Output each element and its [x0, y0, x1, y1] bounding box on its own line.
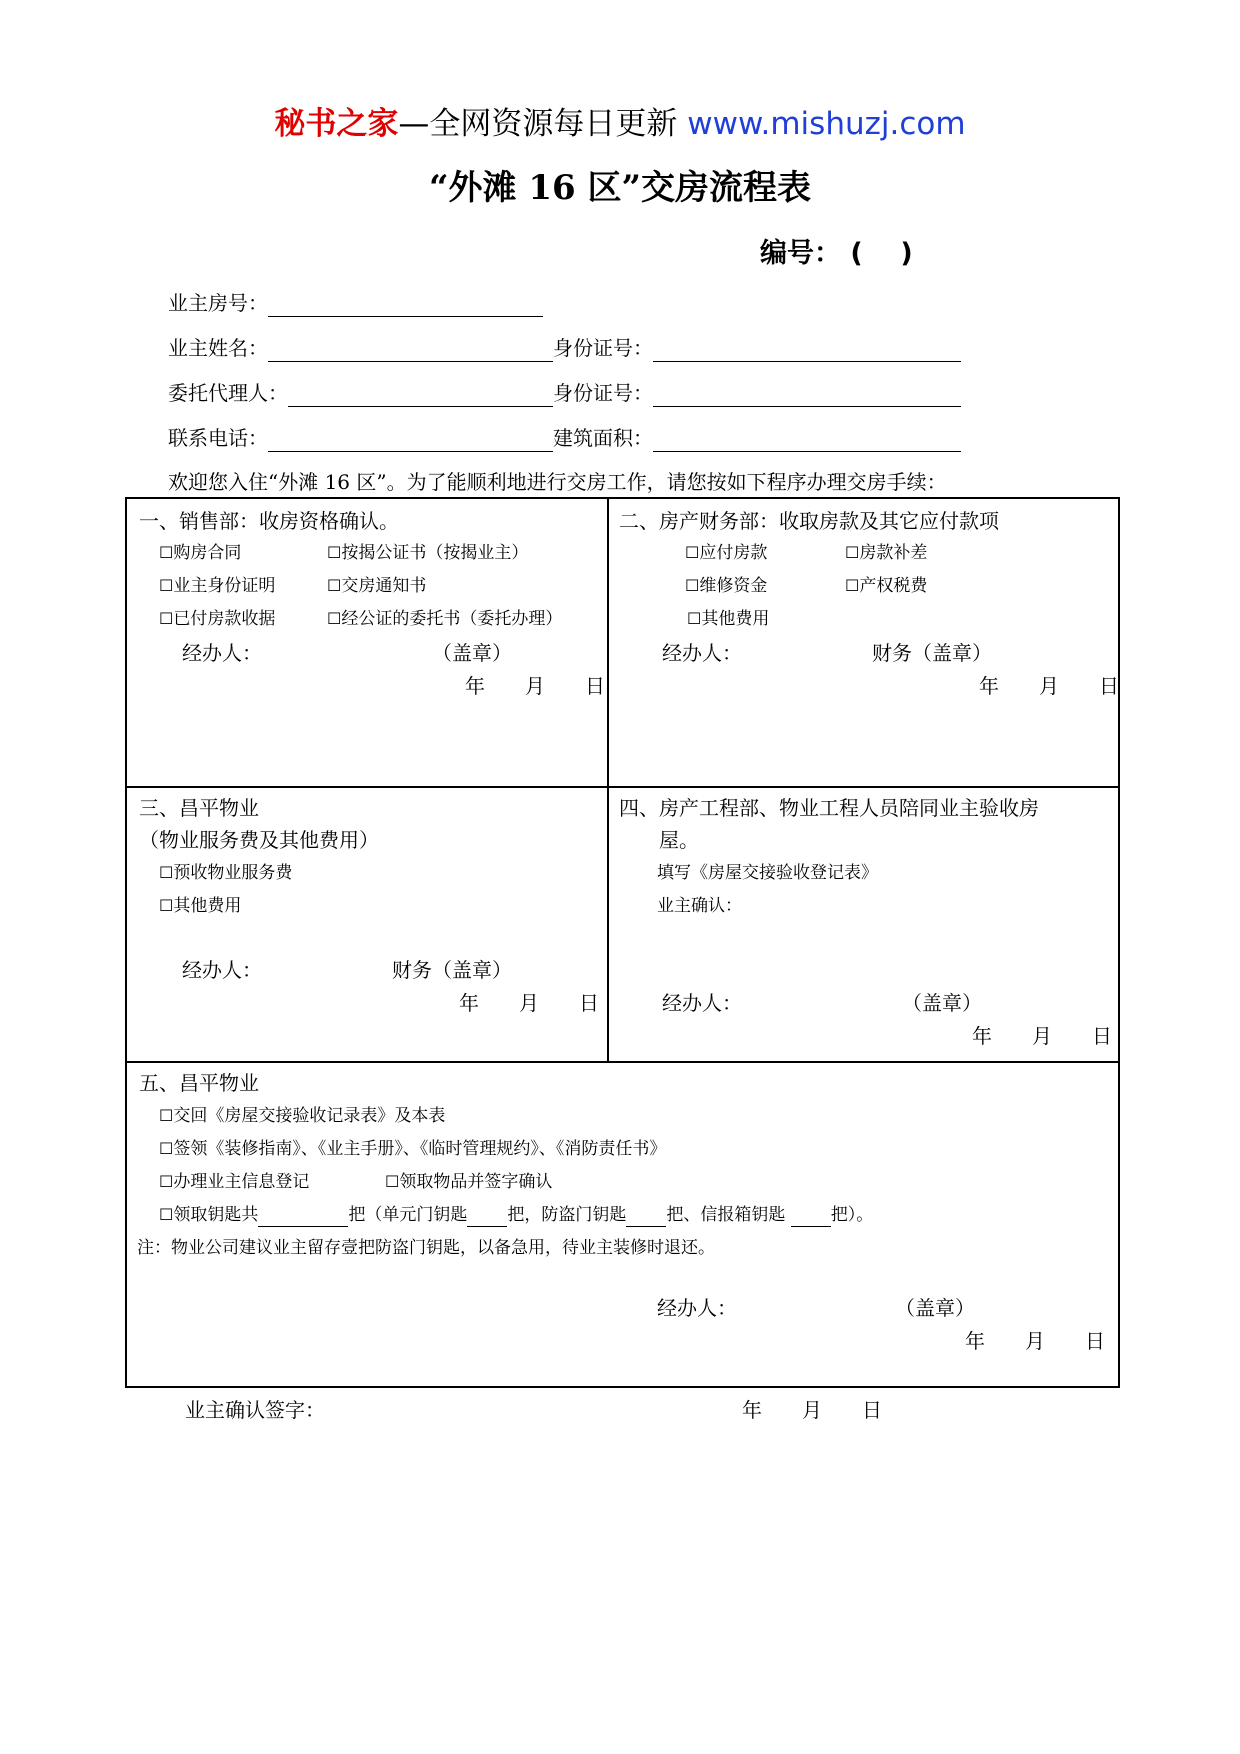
section1-stamp: （盖章）: [432, 641, 512, 665]
section3-stamp: 财务（盖章）: [392, 958, 512, 982]
section3-item-other[interactable]: ☐其他费用: [159, 896, 242, 916]
checkbox-icon: ☐: [385, 1172, 400, 1191]
section4-handler: 经办人：: [662, 991, 742, 1015]
checkbox-icon: ☐: [159, 1172, 174, 1191]
brand-name: 秘书之家: [274, 106, 399, 142]
section1-item-notice[interactable]: ☐交房通知书: [327, 576, 427, 596]
section5-item-register[interactable]: ☐办理业主信息登记: [159, 1172, 310, 1192]
section1-title: 一、销售部：收房资格确认。: [139, 509, 399, 533]
section3-title: 三、昌平物业: [139, 796, 259, 820]
section4-title-line1: 四、房产工程部、物业工程人员陪同业主验收房: [619, 796, 1039, 820]
section2-handler: 经办人：: [662, 641, 742, 665]
unit-door-keys-blank[interactable]: [467, 1208, 507, 1227]
site-url-link[interactable]: www.mishuzj.com: [687, 106, 966, 142]
phone-field: [168, 424, 961, 452]
section3-handler: 经办人：: [182, 958, 262, 982]
section2-item-tax[interactable]: ☐产权税费: [845, 576, 928, 596]
mailbox-keys-blank[interactable]: [791, 1208, 831, 1227]
row-divider-1: [127, 786, 1118, 788]
section4-title-line2: 屋。: [659, 828, 699, 852]
security-door-keys-blank[interactable]: [626, 1208, 666, 1227]
room-no-blank[interactable]: [268, 294, 543, 317]
section5-item-collect-items[interactable]: ☐领取物品并签字确认: [385, 1172, 553, 1192]
section5-stamp: （盖章）: [895, 1296, 975, 1320]
owner-sign-date: 年 月 日: [742, 1398, 882, 1422]
agent-label: 委托代理人：: [168, 381, 288, 405]
checkbox-icon: ☐: [159, 576, 174, 595]
process-table: [125, 497, 1120, 1388]
area-label: 建筑面积：: [553, 426, 653, 450]
section2-item-payable[interactable]: ☐应付房款: [685, 543, 768, 563]
column-divider: [607, 499, 609, 1063]
checkbox-icon: ☐: [327, 576, 342, 595]
owner-sign-label: 业主确认签字：: [185, 1398, 325, 1422]
section1-item-proxy[interactable]: ☐经公证的委托书（委托办理）: [327, 609, 563, 629]
checkbox-icon: ☐: [159, 1106, 174, 1125]
room-no-label: 业主房号：: [168, 291, 268, 315]
section3-date: 年 月 日: [459, 991, 599, 1015]
checkbox-icon: ☐: [685, 543, 700, 562]
section5-item-return[interactable]: ☐交回《房屋交接验收记录表》及本表: [159, 1106, 446, 1126]
checkbox-icon: ☐: [687, 609, 702, 628]
serial-label: 编号：: [760, 238, 841, 269]
row-divider-2: [127, 1061, 1118, 1063]
section1-item-receipt[interactable]: ☐已付房款收据: [159, 609, 276, 629]
checkbox-icon: ☐: [159, 609, 174, 628]
section5-date: 年 月 日: [965, 1329, 1105, 1353]
checkbox-icon: ☐: [327, 543, 342, 562]
id-no-blank-1[interactable]: [653, 339, 961, 362]
id-no-label-1: 身份证号：: [553, 336, 653, 360]
section5-item-receive-docs[interactable]: ☐签领《装修指南》、《业主手册》、《临时管理规约》、《消防责任书》: [159, 1139, 667, 1159]
checkbox-icon: ☐: [159, 863, 174, 882]
section1-item-contract[interactable]: ☐购房合同: [159, 543, 242, 563]
checkbox-icon: ☐: [159, 1139, 174, 1158]
section4-date: 年 月 日: [972, 1024, 1112, 1048]
section2-item-other[interactable]: ☐其他费用: [687, 609, 770, 629]
section5-item-keys[interactable]: ☐领取钥匙共 把（单元门钥匙 把，防盗门钥匙 把、信报箱钥匙 把）。: [159, 1205, 874, 1225]
checkbox-icon: ☐: [159, 896, 174, 915]
owner-name-field: [168, 334, 961, 362]
checkbox-icon: ☐: [327, 609, 342, 628]
checkbox-icon: ☐: [845, 543, 860, 562]
section4-stamp: （盖章）: [902, 991, 982, 1015]
section2-item-maintenance[interactable]: ☐维修资金: [685, 576, 768, 596]
checkbox-icon: ☐: [845, 576, 860, 595]
checkbox-icon: ☐: [159, 1205, 174, 1224]
serial-number: [760, 236, 913, 272]
document-title: “外滩 16 区”交房流程表: [428, 168, 812, 208]
section4-owner-confirm: 业主确认：: [657, 896, 742, 916]
section3-item-service-fee[interactable]: ☐预收物业服务费: [159, 863, 293, 883]
banner-slogan: —全网资源每日更新: [398, 106, 678, 142]
site-banner: [0, 104, 1240, 144]
owner-name-label: 业主姓名：: [168, 336, 268, 360]
agent-field: [168, 379, 961, 407]
section2-title: 二、房产财务部：收取房款及其它应付款项: [619, 509, 999, 533]
section5-handler: 经办人：: [657, 1296, 737, 1320]
checkbox-icon: ☐: [159, 543, 174, 562]
phone-label: 联系电话：: [168, 426, 268, 450]
serial-brackets: ( ): [850, 238, 913, 269]
welcome-text: 欢迎您入住“外滩 16 区”。为了能顺利地进行交房工作，请您按如下程序办理交房手续：: [168, 470, 947, 494]
section1-date: 年 月 日: [465, 674, 605, 698]
phone-blank[interactable]: [268, 429, 553, 452]
section3-subtitle: （物业服务费及其他费用）: [139, 828, 379, 852]
agent-blank[interactable]: [288, 384, 553, 407]
area-blank[interactable]: [653, 429, 961, 452]
checkbox-icon: ☐: [685, 576, 700, 595]
section1-item-mortgage[interactable]: ☐按揭公证书（按揭业主）: [327, 543, 529, 563]
section1-handler: 经办人：: [182, 641, 262, 665]
id-no-blank-2[interactable]: [653, 384, 961, 407]
section5-title: 五、昌平物业: [139, 1071, 259, 1095]
section2-date: 年 月 日: [979, 674, 1119, 698]
section1-item-id[interactable]: ☐业主身份证明: [159, 576, 276, 596]
section4-fill-form: 填写《房屋交接验收登记表》: [657, 863, 878, 883]
section2-item-adjust[interactable]: ☐房款补差: [845, 543, 928, 563]
id-no-label-2: 身份证号：: [553, 381, 653, 405]
room-no-field: [168, 289, 543, 317]
total-keys-blank[interactable]: [258, 1208, 348, 1227]
owner-name-blank[interactable]: [268, 339, 553, 362]
section5-note: 注：物业公司建议业主留存壹把防盗门钥匙，以备急用，待业主装修时退还。: [137, 1238, 715, 1258]
section2-stamp: 财务（盖章）: [872, 641, 992, 665]
